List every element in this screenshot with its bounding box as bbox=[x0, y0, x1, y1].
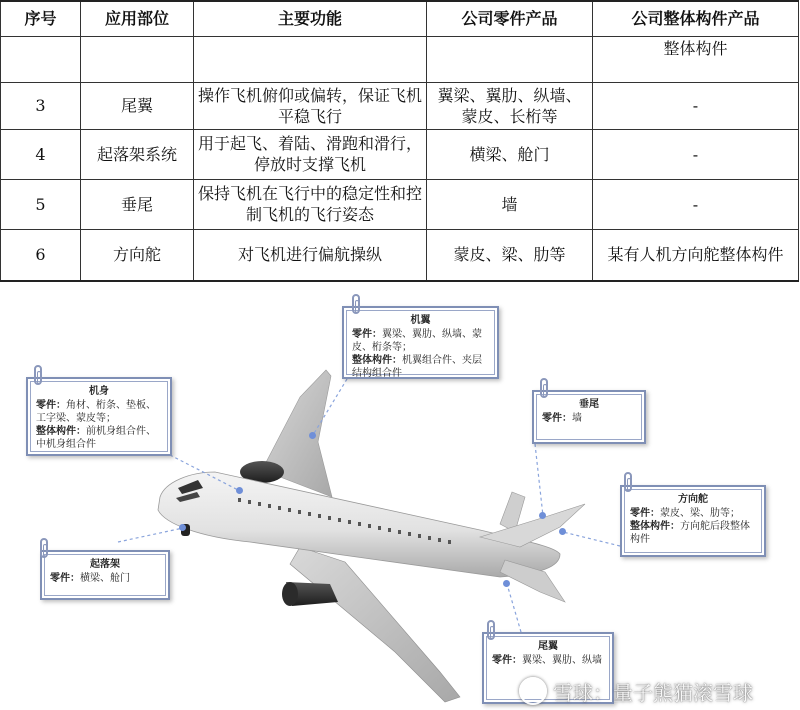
cell-assembly: - bbox=[593, 82, 799, 129]
paperclip-icon bbox=[487, 620, 495, 640]
parts-label: 零件： bbox=[50, 573, 80, 584]
callout-landing-gear bbox=[40, 550, 170, 600]
assembly-text: 机翼组合件、夹层结构组合件 bbox=[352, 355, 482, 379]
assembly-text: 前机身组合件、中机身组合件 bbox=[36, 426, 156, 450]
cell-location: 垂尾 bbox=[81, 179, 194, 229]
marker-dot bbox=[539, 512, 546, 519]
marker-dot bbox=[503, 580, 510, 587]
cell-index: 4 bbox=[1, 129, 81, 179]
parts-label: 零件： bbox=[492, 655, 522, 666]
cell-function: 保持飞机在飞行中的稳定性和控制飞机的飞行姿态 bbox=[194, 179, 427, 229]
watermark-text: 雪球：量子熊猫滚雪球 bbox=[553, 680, 753, 705]
cell-parts: 墙 bbox=[427, 179, 593, 229]
snowball-logo-icon bbox=[519, 677, 547, 705]
parts-label: 零件： bbox=[542, 413, 572, 424]
table-row bbox=[1, 36, 799, 82]
cell-index: 6 bbox=[1, 229, 81, 281]
assembly-label: 整体构件： bbox=[630, 521, 680, 532]
table-row bbox=[1, 229, 799, 281]
cell-location: 起落架系统 bbox=[81, 129, 194, 179]
cell-assembly: 某有人机方向舵整体构件 bbox=[593, 229, 799, 281]
watermark bbox=[519, 676, 753, 706]
cell-index bbox=[1, 36, 81, 82]
cell-index: 3 bbox=[1, 82, 81, 129]
cell-function: 操作飞机俯仰或偏转，保证飞机平稳飞行 bbox=[194, 82, 427, 129]
cell-parts bbox=[427, 36, 593, 82]
callout-title: 垂尾 bbox=[579, 399, 599, 410]
table-header-row bbox=[1, 1, 799, 36]
paperclip-icon bbox=[352, 294, 360, 314]
cell-index: 5 bbox=[1, 179, 81, 229]
header-index: 序号 bbox=[1, 1, 81, 36]
assembly-text: 方向舵后段整体构件 bbox=[630, 521, 750, 545]
assembly-label: 整体构件： bbox=[36, 426, 86, 437]
callout-title: 尾翼 bbox=[538, 641, 558, 652]
callout-fuselage bbox=[26, 377, 172, 456]
parts-label: 零件： bbox=[352, 329, 382, 340]
parts-label: 零件： bbox=[36, 400, 66, 411]
cell-assembly: 整体构件 bbox=[593, 36, 799, 82]
table-row bbox=[1, 129, 799, 179]
aircraft-parts-figure bbox=[0, 292, 800, 710]
marker-dot bbox=[309, 432, 316, 439]
cell-function bbox=[194, 36, 427, 82]
callout-rudder bbox=[620, 485, 766, 557]
cell-location bbox=[81, 36, 194, 82]
cell-location: 方向舵 bbox=[81, 229, 194, 281]
marker-dot bbox=[236, 487, 243, 494]
table-row bbox=[1, 179, 799, 229]
header-function: 主要功能 bbox=[194, 1, 427, 36]
parts-text: 角材、桁条、垫板、工字梁、蒙皮等； bbox=[36, 400, 156, 424]
parts-text: 横梁、舱门 bbox=[80, 573, 130, 584]
cell-assembly: - bbox=[593, 179, 799, 229]
assembly-label: 整体构件： bbox=[352, 355, 402, 366]
horizontal-stabilizer bbox=[480, 504, 585, 547]
header-parts: 公司零件产品 bbox=[427, 1, 593, 36]
cell-location: 尾翼 bbox=[81, 82, 194, 129]
marker-dot bbox=[179, 524, 186, 531]
header-assembly: 公司整体构件产品 bbox=[593, 1, 799, 36]
cell-parts: 翼梁、翼肋、纵墙、蒙皮、长桁等 bbox=[427, 82, 593, 129]
cell-function: 用于起飞、着陆、滑跑和滑行，停放时支撑飞机 bbox=[194, 129, 427, 179]
parts-text: 蒙皮、梁、肋等； bbox=[660, 508, 740, 519]
paperclip-icon bbox=[624, 472, 632, 492]
callout-title: 方向舵 bbox=[678, 494, 708, 505]
parts-text: 翼梁、翼肋、纵墙 bbox=[522, 655, 602, 666]
callout-vertical-tail bbox=[532, 390, 646, 444]
header-location: 应用部位 bbox=[81, 1, 194, 36]
paperclip-icon bbox=[34, 365, 42, 385]
cell-assembly: - bbox=[593, 129, 799, 179]
parts-table bbox=[0, 0, 799, 282]
parts-text: 翼梁、翼肋、纵墙、蒙皮、桁条等； bbox=[352, 329, 482, 353]
callout-title: 起落架 bbox=[90, 559, 120, 570]
callout-title: 机翼 bbox=[410, 315, 431, 326]
near-wing bbox=[290, 547, 460, 702]
callout-title: 机身 bbox=[89, 386, 109, 397]
cell-parts: 横梁、舱门 bbox=[427, 129, 593, 179]
parts-text: 墙 bbox=[572, 413, 582, 424]
cell-function: 对飞机进行偏航操纵 bbox=[194, 229, 427, 281]
paperclip-icon bbox=[540, 378, 548, 398]
marker-dot bbox=[559, 528, 566, 535]
parts-label: 零件： bbox=[630, 508, 660, 519]
table-row bbox=[1, 82, 799, 129]
cell-parts: 蒙皮、梁、肋等 bbox=[427, 229, 593, 281]
callout-wing bbox=[342, 306, 499, 379]
paperclip-icon bbox=[40, 538, 48, 558]
